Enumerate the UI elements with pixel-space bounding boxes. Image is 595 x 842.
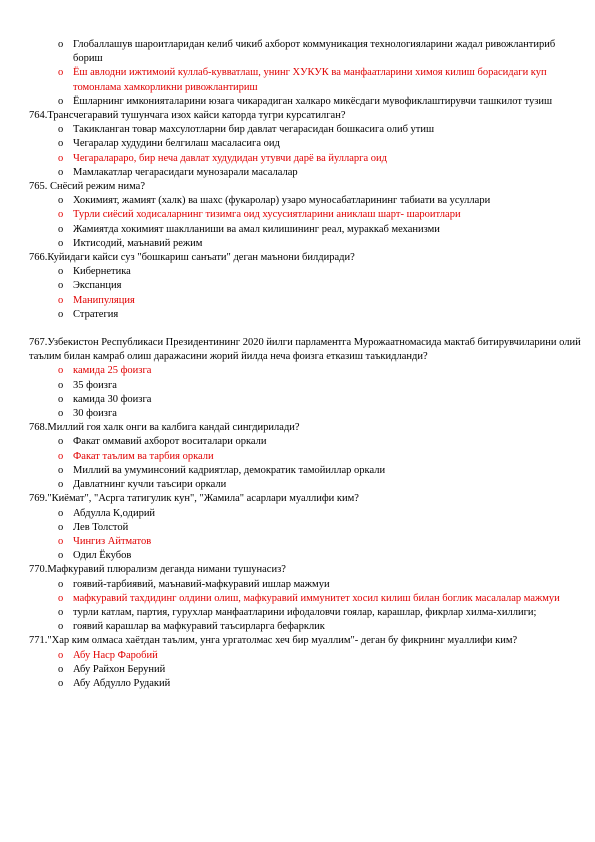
answer-option-correct <box>0 152 595 166</box>
option-text: Факат таълим ва тарбия оркали <box>73 450 214 462</box>
bullet-marker: o <box>58 408 64 420</box>
option-text: Глобаллашув шароитларидан келиб чикиб ахборот коммуникация технологияларини жадал ривожлантириб бориш <box>73 39 556 65</box>
bullet-marker: o <box>58 223 64 235</box>
answer-option <box>0 578 595 592</box>
question-text: 770.Мафкуравий плюрализм деганда нимани тушунасиз? <box>29 564 286 576</box>
bullet-marker: o <box>58 464 64 476</box>
option-text: Факат оммавий ахборот воситалари оркали <box>73 436 267 448</box>
answer-option <box>0 549 595 563</box>
answer-option <box>0 464 595 478</box>
answer-option-correct <box>0 294 595 308</box>
bullet-marker: o <box>58 209 64 221</box>
option-text: Мамлакатлар чегарасидаги мунозарали масалалар <box>73 166 298 178</box>
bullet-marker: o <box>58 521 64 533</box>
bullet-marker: o <box>58 124 64 136</box>
option-text: Абу Райхон Беруний <box>73 663 166 675</box>
option-text: Абу Абдулло Рудакий <box>73 677 171 689</box>
question-text: 764.Трансчегаравий тушунчага изох кайси каторда тугри курсатилган? <box>29 110 346 122</box>
option-text: Такикланган товар махсулотларни бир давлат чегарасидан бошкасига олиб утиш <box>73 124 435 136</box>
bullet-marker: o <box>58 237 64 249</box>
option-text: Манипуляция <box>73 294 135 306</box>
option-text: Давлатнинг кучли таъсири оркали <box>73 479 227 491</box>
option-text: турли катлам, партия, гурухлар манфаатларини ифодаловчи гоялар, карашлар, фикрлар хилма-хиллиги; <box>73 606 537 618</box>
answer-option <box>0 407 595 421</box>
bullet-marker: o <box>58 152 64 164</box>
answer-option <box>0 435 595 449</box>
bullet-marker: o <box>58 606 64 618</box>
answer-option <box>0 478 595 492</box>
bullet-marker: o <box>58 166 64 178</box>
bullet-marker: o <box>58 663 64 675</box>
answer-option <box>0 279 595 293</box>
bullet-marker: o <box>58 649 64 661</box>
answer-option <box>0 223 595 237</box>
bullet-marker: o <box>58 450 64 462</box>
bullet-marker: o <box>58 436 64 448</box>
answer-option <box>0 507 595 521</box>
answer-option-correct <box>0 649 595 663</box>
question-text: 767.Узбекистон Республикаси Президентининг 2020 йилги парламентга Мурожаатномасида мактаб битирувчиларини олий таълим билан камраб олиш даражасини жорий йилда неча фоизга етказиш таъкидланди? <box>29 337 581 363</box>
question-text: 769."Киёмат", "Асрга татигулик кун", "Жамила" асарлари муаллифи ким? <box>29 493 359 505</box>
answer-option <box>0 95 595 109</box>
option-text: Чингиз Айтматов <box>73 535 152 547</box>
answer-option <box>0 677 595 691</box>
question-text: 768.Миллий гоя халк онги ва калбига кандай сингдирилади? <box>29 422 300 434</box>
answer-option <box>0 308 595 322</box>
answer-option <box>0 166 595 180</box>
bullet-marker: o <box>58 365 64 377</box>
answer-option <box>0 393 595 407</box>
question-text: 766.Куйидаги кайси суз "бошкариш санъати" деган маънони билдиради? <box>29 252 355 264</box>
option-text: Лев Толстой <box>73 521 129 533</box>
answer-option <box>0 137 595 151</box>
answer-option <box>0 663 595 677</box>
option-text: Абу Наср Фаробий <box>73 649 158 661</box>
bullet-marker: o <box>58 535 64 547</box>
option-text: гоявий карашлар ва мафкуравий таъсирларга бефарклик <box>73 621 325 633</box>
bullet-marker: o <box>58 379 64 391</box>
option-text: Ёш авлодни ижтимоий куллаб-кувватлаш, унинг ХУКУК ва манфаатларини химоя килиш борасидаги куп томонлама хамкорликни ривожлантириш <box>73 67 547 93</box>
option-text: Турли сиёсий ходисаларнинг тизимга оид хусусиятларини аниклаш шарт- шароитлари <box>73 209 461 221</box>
bullet-marker: o <box>58 266 64 278</box>
option-text: 35 фоизга <box>73 379 117 391</box>
bullet-marker: o <box>58 479 64 491</box>
answer-option <box>0 237 595 251</box>
bullet-marker: o <box>58 507 64 519</box>
option-text: Миллий ва умуминсоний кадриятлар, демократик тамойиллар оркали <box>73 464 386 476</box>
answer-option <box>0 194 595 208</box>
bullet-marker: o <box>58 621 64 633</box>
option-text: Кибернетика <box>73 266 131 278</box>
option-text: гоявий-тарбиявий, маънавий-мафкуравий ишлар мажмуи <box>73 578 330 590</box>
option-text: Чегаралараро, бир неча давлат худудидан утувчи дарё ва йулларга оид <box>73 152 387 164</box>
answer-option <box>0 38 595 66</box>
answer-option <box>0 620 595 634</box>
option-text: Иктисодий, маънавий режим <box>73 237 203 249</box>
option-text: Одил Ёкубов <box>73 550 132 562</box>
answer-option-correct <box>0 592 595 606</box>
answer-option-correct <box>0 450 595 464</box>
option-text: Чегаралар худудини белгилаш масаласига оид <box>73 138 280 150</box>
bullet-marker: o <box>58 195 64 207</box>
option-text: 30 фоизга <box>73 408 117 420</box>
answer-option-correct <box>0 535 595 549</box>
answer-option <box>0 265 595 279</box>
bullet-marker: o <box>58 592 64 604</box>
bullet-marker: o <box>58 578 64 590</box>
option-text: камида 30 фоизга <box>73 393 152 405</box>
bullet-marker: o <box>58 95 64 107</box>
option-text: камида 25 фоизга <box>73 365 152 377</box>
bullet-marker: o <box>58 550 64 562</box>
option-text: Хокимият, жамият (халк) ва шахс (фукаролар) узаро муносабатларининг табиати ва усуллари <box>73 195 491 207</box>
bullet-marker: o <box>58 677 64 689</box>
blank-line <box>0 322 595 336</box>
answer-option-correct <box>0 66 595 94</box>
option-text: Ёшларнинг имконияталарини юзага чикарадиган халкаро микёсдаги мувофиклаштирувчи ташкилот тузиш <box>73 95 553 107</box>
answer-option <box>0 123 595 137</box>
option-text: Жамиятда хокимият шаклланиши ва амал килишининг реал, мураккаб механизми <box>73 223 440 235</box>
bullet-marker: o <box>58 308 64 320</box>
option-text: Абдулла К,одирий <box>73 507 156 519</box>
answer-option-correct <box>0 364 595 378</box>
bullet-marker: o <box>58 294 64 306</box>
bullet-marker: o <box>58 393 64 405</box>
question-text: 771."Хар ким олмаса хаётдан таълим, унга ургатолмас хеч бир муаллим"- деган бу фикрнинг муаллифи ким? <box>29 635 518 647</box>
bullet-marker: o <box>58 280 64 292</box>
option-text: Стратегия <box>73 308 119 320</box>
answer-option <box>0 521 595 535</box>
answer-option <box>0 606 595 620</box>
answer-option <box>0 379 595 393</box>
bullet-marker: o <box>58 39 64 50</box>
answer-option-correct <box>0 208 595 222</box>
option-text: мафкуравий тахдидинг олдини олиш, мафкуравий иммунитет хосил килиш билан боглик масалалар мажмуи <box>73 592 560 604</box>
option-text: Экспанция <box>73 280 122 292</box>
question-text: 765. Снёсий режим нима? <box>29 181 145 193</box>
bullet-marker: o <box>58 67 64 79</box>
bullet-marker: o <box>58 138 64 150</box>
